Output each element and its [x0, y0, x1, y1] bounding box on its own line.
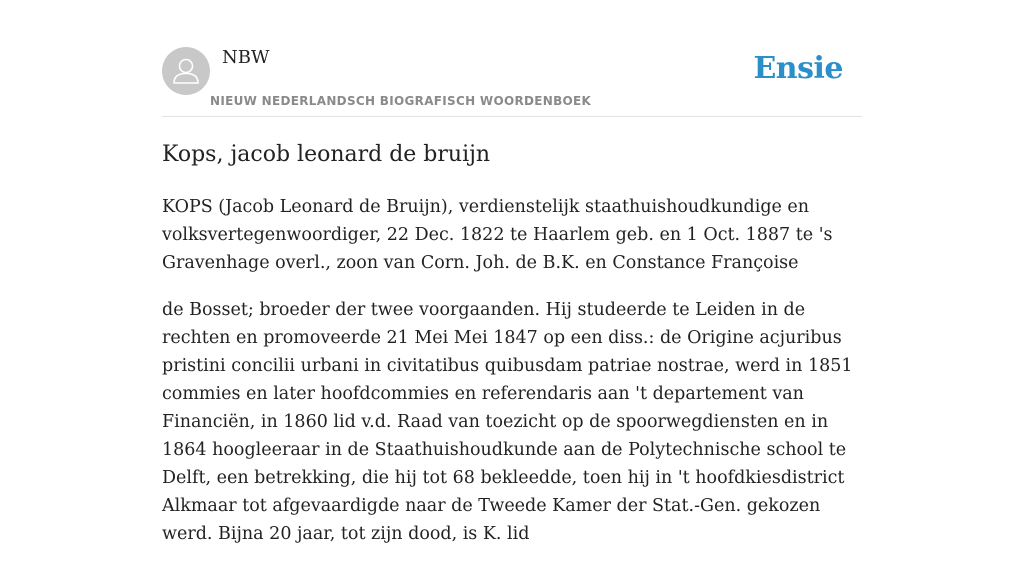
brand-logo[interactable]: Ensie: [753, 51, 843, 86]
article-paragraph: KOPS (Jacob Leonard de Bruijn), verdienstelijk staathuishoudkundige en volksvertegenwoordiger, 22 Dec. 1822 te Haarlem geb. en 1 Oct. 1887 te 's Gravenhage overl., zoon van Corn. Joh. de B.K. en Constance Françoise: [162, 197, 833, 273]
article-title: Kops, jacob leonard de bruijn: [162, 142, 491, 167]
article-paragraph: de Bosset; broeder der twee voorgaanden. Hij studeerde te Leiden in de rechten en promoveerde 21 Mei Mei 1847 op een diss.: de Origine acjuribus pristini concilii urbani in civitatibus quibusdam patriae nostrae, werd in 1851 commies en later hoofdcommies en referendaris aan 't departement van Financiën, in 1860 lid v.d. Raad van toezicht op de spoorwegdiensten en in 1864 hoogleeraar in de Staathuishoudkunde aan de Polytechnische school te Delft, een betrekking, die hij tot 68 bekleedde, toen hij in 't hoofdkiesdistrict Alkmaar tot afgevaardigde naar de Tweede Kamer der Stat.-Gen. gekozen werd. Bijna 20 jaar, tot zijn dood, is K. lid: [162, 300, 853, 544]
source-name[interactable]: NBW: [222, 47, 270, 68]
source-subtitle: NIEUW NEDERLANDSCH BIOGRAFISCH WOORDENBOEK: [210, 94, 592, 108]
source-header: [162, 0, 862, 117]
source-avatar[interactable]: [162, 47, 210, 95]
article-body: [162, 193, 862, 567]
user-icon: [162, 47, 210, 95]
